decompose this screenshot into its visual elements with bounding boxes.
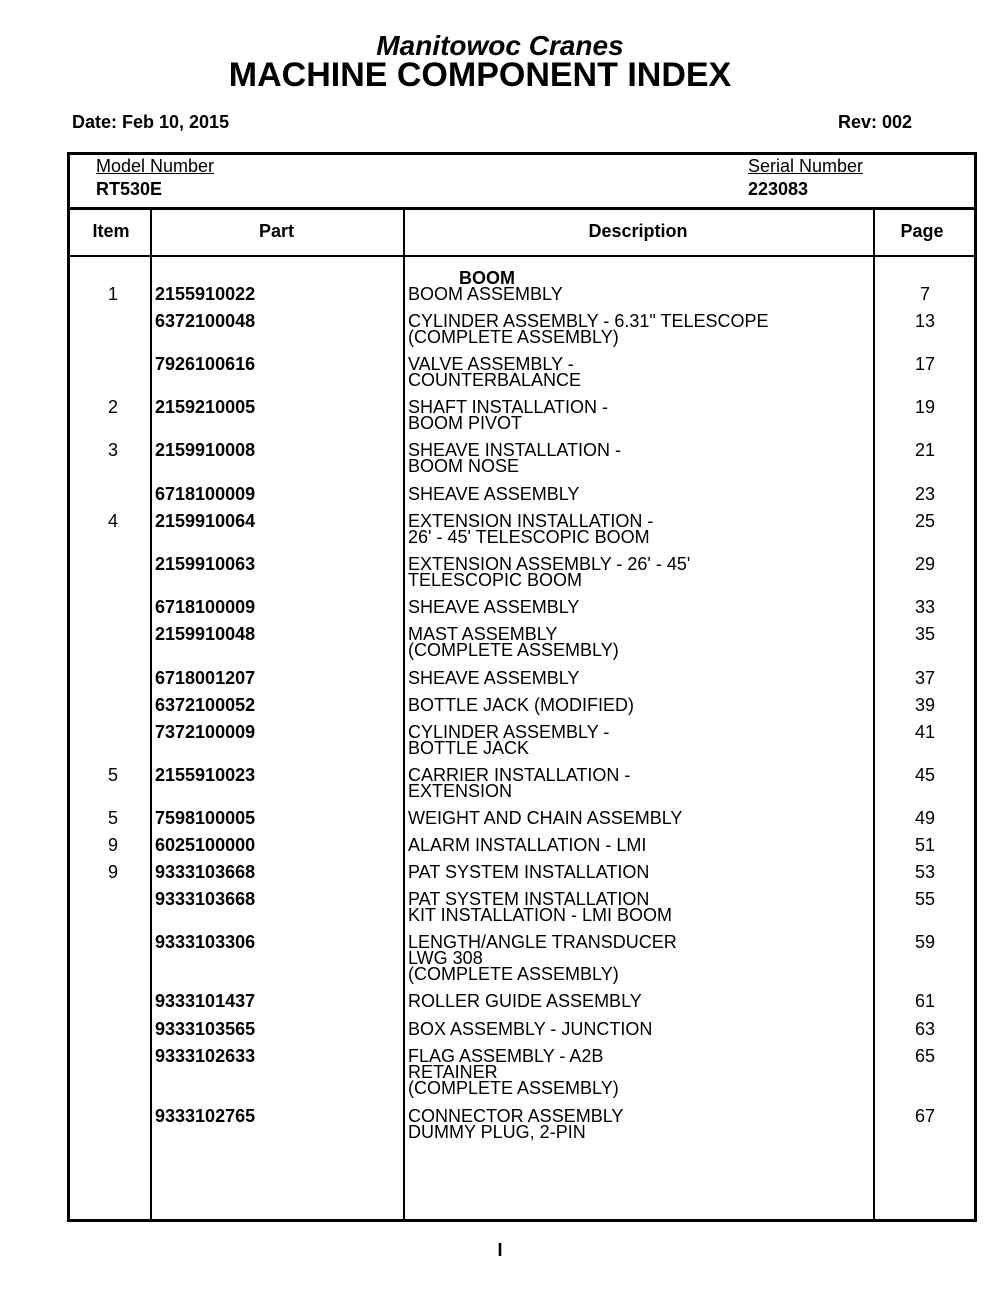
row-description: FLAG ASSEMBLY - A2B RETAINER (COMPLETE ASSEMBLY)	[408, 1046, 619, 1098]
row-page: 65	[914, 1046, 936, 1066]
row-part-number: 2159210005	[155, 397, 256, 417]
row-part-number: 2155910023	[155, 765, 256, 785]
row-part-number: 6718100009	[155, 484, 256, 504]
row-description: EXTENSION INSTALLATION - 26' - 45' TELESCOPIC BOOM	[408, 511, 654, 547]
row-item: 3	[107, 440, 118, 460]
row-part-number: 9333103565	[155, 1019, 256, 1039]
column-header-part: Part	[258, 221, 294, 241]
row-part-number: 2159910008	[155, 440, 256, 460]
part-column-divider	[403, 208, 405, 1219]
row-item: 4	[107, 511, 118, 531]
row-page: 63	[914, 1019, 936, 1039]
row-page: 17	[914, 354, 936, 374]
row-item: 2	[107, 397, 118, 417]
row-page: 51	[914, 835, 936, 855]
row-page: 45	[914, 765, 936, 785]
serial-number-label: Serial Number	[748, 156, 864, 176]
row-part-number: 2159910063	[155, 554, 256, 574]
row-part-number: 6372100048	[155, 311, 256, 331]
row-part-number: 6718001207	[155, 668, 256, 688]
serial-number-value: 223083	[748, 179, 809, 199]
row-part-number: 6372100052	[155, 695, 256, 715]
row-part-number: 9333102633	[155, 1046, 256, 1066]
column-header-page: Page	[900, 221, 944, 241]
row-description: PAT SYSTEM INSTALLATION	[408, 862, 650, 882]
row-description: CARRIER INSTALLATION - EXTENSION	[408, 765, 631, 801]
row-page: 21	[914, 440, 936, 460]
document-revision: Rev: 002	[838, 112, 913, 132]
row-part-number: 9333103668	[155, 862, 256, 882]
row-part-number: 7598100005	[155, 808, 256, 828]
row-part-number: 7926100616	[155, 354, 256, 374]
document-title: MACHINE COMPONENT INDEX	[228, 56, 732, 94]
row-item: 5	[107, 808, 118, 828]
row-item: 9	[107, 835, 118, 855]
row-description: MAST ASSEMBLY (COMPLETE ASSEMBLY)	[408, 624, 619, 660]
row-page: 23	[914, 484, 936, 504]
row-description: WEIGHT AND CHAIN ASSEMBLY	[408, 808, 683, 828]
row-page: 41	[914, 722, 936, 742]
row-description: SHEAVE INSTALLATION - BOOM NOSE	[408, 440, 622, 476]
row-page: 33	[914, 597, 936, 617]
row-part-number: 2155910022	[155, 284, 256, 304]
row-part-number: 9333102765	[155, 1106, 256, 1126]
row-part-number: 9333101437	[155, 991, 256, 1011]
item-column-divider	[150, 208, 152, 1219]
row-description: CONNECTOR ASSEMBLY DUMMY PLUG, 2-PIN	[408, 1106, 624, 1142]
row-page: 19	[914, 397, 936, 417]
model-number-label: Model Number	[96, 156, 215, 176]
page-number: I	[497, 1240, 503, 1260]
row-page: 67	[914, 1106, 936, 1126]
row-item: 9	[107, 862, 118, 882]
row-item: 1	[107, 284, 118, 304]
row-page: 59	[914, 932, 936, 952]
row-part-number: 6718100009	[155, 597, 256, 617]
model-number-value: RT530E	[96, 179, 163, 199]
column-header-description: Description	[588, 221, 688, 241]
row-description: SHEAVE ASSEMBLY	[408, 484, 580, 504]
header-divider	[70, 255, 974, 257]
row-part-number: 9333103306	[155, 932, 256, 952]
row-page: 29	[914, 554, 936, 574]
row-part-number: 6025100000	[155, 835, 256, 855]
row-page: 39	[914, 695, 936, 715]
row-description: CYLINDER ASSEMBLY - 6.31" TELESCOPE (COMPLETE ASSEMBLY)	[408, 311, 769, 347]
section-title: BOOM	[459, 268, 515, 288]
row-part-number: 2159910064	[155, 511, 256, 531]
row-page: 61	[914, 991, 936, 1011]
column-header-item: Item	[92, 221, 130, 241]
row-description: EXTENSION ASSEMBLY - 26' - 45' TELESCOPIC BOOM	[408, 554, 691, 590]
row-description: BOX ASSEMBLY - JUNCTION	[408, 1019, 653, 1039]
company-name: Manitowoc Cranes	[376, 30, 624, 61]
row-description: CYLINDER ASSEMBLY - BOTTLE JACK	[408, 722, 610, 758]
row-description: SHAFT INSTALLATION - BOOM PIVOT	[408, 397, 609, 433]
row-description: BOTTLE JACK (MODIFIED)	[408, 695, 635, 715]
row-page: 7	[919, 284, 930, 304]
row-description: ALARM INSTALLATION - LMI	[408, 835, 647, 855]
row-page: 55	[914, 889, 936, 909]
row-page: 37	[914, 668, 936, 688]
row-page: 35	[914, 624, 936, 644]
row-page: 53	[914, 862, 936, 882]
row-part-number: 2159910048	[155, 624, 256, 644]
description-column-divider	[873, 208, 875, 1219]
model-divider	[70, 207, 974, 210]
row-part-number: 9333103668	[155, 889, 256, 909]
row-page: 13	[914, 311, 936, 331]
document-date: Date: Feb 10, 2015	[72, 112, 230, 132]
row-description: PAT SYSTEM INSTALLATION KIT INSTALLATION - LMI BOOM	[408, 889, 673, 925]
row-description: VALVE ASSEMBLY - COUNTERBALANCE	[408, 354, 582, 390]
row-description: ROLLER GUIDE ASSEMBLY	[408, 991, 642, 1011]
row-part-number: 7372100009	[155, 722, 256, 742]
row-description: SHEAVE ASSEMBLY	[408, 668, 580, 688]
row-page: 49	[914, 808, 936, 828]
row-item: 5	[107, 765, 118, 785]
row-description: SHEAVE ASSEMBLY	[408, 597, 580, 617]
row-description: BOOM ASSEMBLY	[408, 284, 563, 304]
row-page: 25	[914, 511, 936, 531]
row-description: LENGTH/ANGLE TRANSDUCER LWG 308 (COMPLETE ASSEMBLY)	[408, 932, 677, 984]
